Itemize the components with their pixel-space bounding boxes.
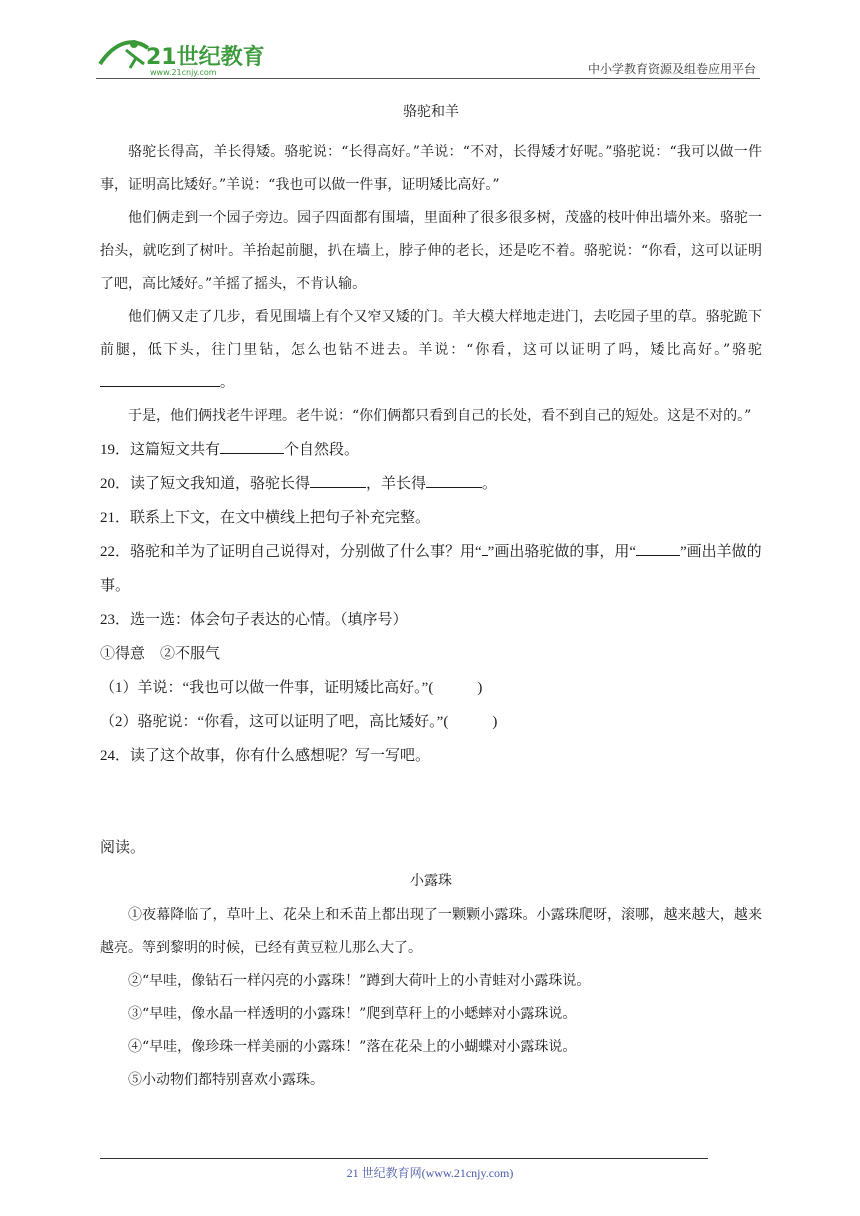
q20-c: 。 bbox=[482, 476, 498, 492]
story1-p3 bbox=[100, 301, 762, 400]
story1-p4: 于是，他们俩找老牛评理。老牛说：“你们俩都只看到自己的长处，看不到自己的短处。这是不对的。” bbox=[128, 408, 752, 424]
question-24: 24．读了这个故事，你有什么感想呢？写一写吧。 bbox=[100, 748, 431, 764]
question-21: 21．联系上下文，在文中横线上把句子补充完整。 bbox=[100, 510, 431, 526]
story2-p3: ③“早哇，像水晶一样透明的小露珠！”爬到草秆上的小蟋蟀对小露珠说。 bbox=[128, 1006, 577, 1022]
story1-p3-end: 。 bbox=[220, 375, 234, 391]
story1-title: 骆驼和羊 bbox=[403, 104, 459, 120]
q23-item-1 bbox=[100, 671, 762, 705]
header-divider bbox=[96, 78, 760, 79]
story1-p2: 他们俩走到一个园子旁边。园子四面都有围墙，里面种了很多很多树，茂盛的枝叶伸出墙外来。骆驼一抬头，就吃到了树叶。羊抬起前腿，扒在墙上，脖子伸的老长，还是吃不着。骆驼说：“你看，这可以证明了吧，高比矮好。”羊摇了摇头，不肯认输。 bbox=[100, 210, 762, 292]
story2-p5: ⑤小动物们都特别喜欢小露珠。 bbox=[128, 1072, 324, 1088]
site-logo bbox=[96, 34, 266, 78]
platform-name: 中小学教育资源及组卷应用平台 bbox=[587, 62, 756, 76]
q23-2a: （2）骆驼说：“你看，这可以证明了吧，高比矮好。”( bbox=[100, 714, 449, 730]
q22-b: ”画出骆驼做的事，用“ bbox=[487, 544, 636, 560]
question-22 bbox=[100, 535, 762, 603]
story1-p3-text: 他们俩又走了几步，看见围墙上有个又窄又矮的门。羊大模大样地走进门，去吃园子里的草。骆驼跪下前腿，低下头，往门里钻，怎么也钻不进去。羊说：“你看，这可以证明了吗，矮比高好。”骆驼 bbox=[100, 309, 762, 358]
question-23: 23．选一选：体会句子表达的心情。（填序号） bbox=[100, 612, 408, 628]
q19-a: 19．这篇短文共有 bbox=[100, 442, 221, 458]
q19-b: 个自然段。 bbox=[284, 442, 360, 458]
q23-1a: （1）羊说：“我也可以做一件事，证明矮比高好。”( bbox=[100, 680, 434, 696]
page-footer[interactable]: 21 世纪教育网(www.21cnjy.com) bbox=[346, 1166, 514, 1180]
story2-p2: ②“早哇，像钻石一样闪亮的小露珠！”蹲到大荷叶上的小青蛙对小露珠说。 bbox=[128, 973, 591, 989]
logo-url: www.21cnjy.com bbox=[150, 68, 217, 77]
q23-1b: ) bbox=[477, 680, 483, 696]
q22-a: 22．骆驼和羊为了证明自己说得对，分别做了什么事？用“ bbox=[100, 544, 482, 560]
footer-divider bbox=[100, 1158, 708, 1159]
q20-blank-2[interactable] bbox=[426, 473, 482, 488]
q22-c: ”画出羊做的事。 bbox=[100, 544, 762, 594]
q23-item-2 bbox=[100, 705, 762, 739]
story1-p1: 骆驼长得高，羊长得矮。骆驼说：“长得高好。”羊说：“不对，长得矮才好呢。”骆驼说：“我可以做一件事，证明高比矮好。”羊说：“我也可以做一件事，证明矮比高好。” bbox=[100, 144, 762, 193]
story2-p4: ④“早哇，像珍珠一样美丽的小露珠！”落在花朵上的小蝴蝶对小露珠说。 bbox=[128, 1039, 577, 1055]
main-content bbox=[100, 100, 762, 1097]
logo-text: 21世纪教育 bbox=[146, 45, 265, 70]
q20-blank-1[interactable] bbox=[310, 473, 366, 488]
q22-mark-2 bbox=[636, 541, 680, 556]
story2-title: 小露珠 bbox=[410, 873, 452, 889]
question-20 bbox=[100, 467, 762, 501]
q19-blank[interactable] bbox=[220, 439, 284, 454]
q23-2b: ) bbox=[492, 714, 498, 730]
question-19 bbox=[100, 433, 762, 467]
q20-a: 20．读了短文我知道，骆驼长得 bbox=[100, 476, 311, 492]
page-header bbox=[96, 30, 760, 80]
q20-b: ，羊长得 bbox=[366, 476, 427, 492]
q23-options: ①得意 ②不服气 bbox=[100, 646, 221, 662]
story2-p1: ①夜幕降临了，草叶上、花朵上和禾苗上都出现了一颗颗小露珠。小露珠爬呀，滚哪，越来越大，越来越亮。等到黎明的时候，已经有黄豆粒儿那么大了。 bbox=[100, 907, 762, 956]
story2-intro: 阅读。 bbox=[100, 840, 146, 856]
blank-line[interactable] bbox=[100, 372, 220, 387]
